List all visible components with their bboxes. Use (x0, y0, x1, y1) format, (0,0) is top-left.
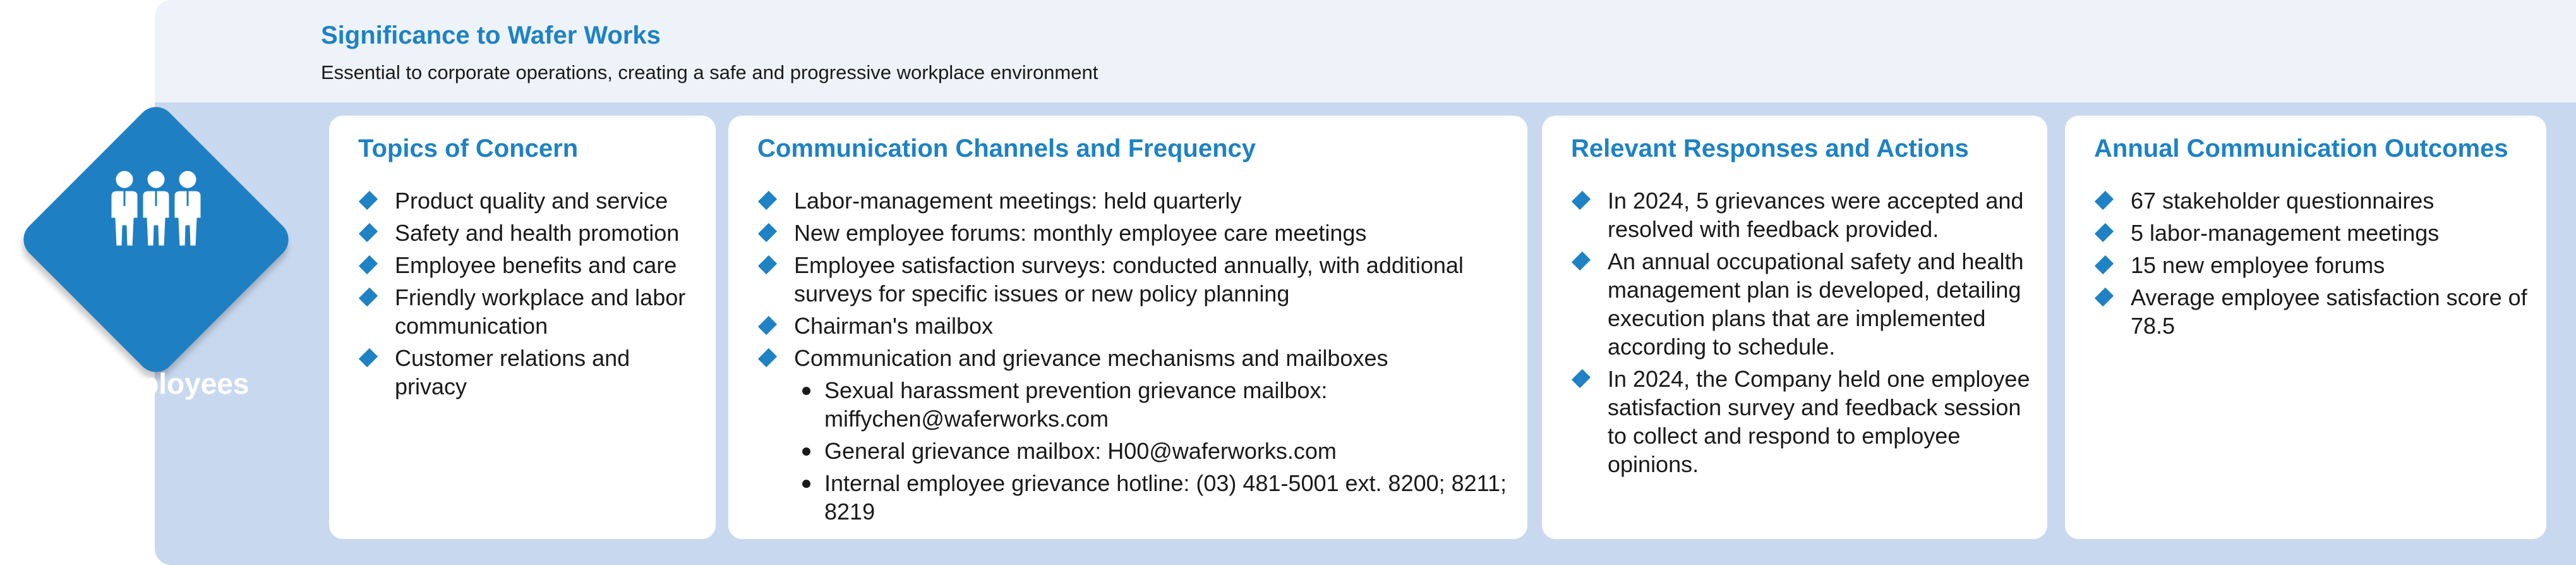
employees-group-icon (108, 168, 204, 248)
list-item: 15 new employee forums (2094, 251, 2531, 279)
responses-list (1571, 186, 2032, 482)
list-item: Labor-management meetings: held quarterly (757, 186, 1512, 215)
outcomes-title: Annual Communication Outcomes (2094, 135, 2508, 162)
list-item: 5 labor-management meetings (2094, 219, 2531, 247)
dot-bullet-icon (802, 480, 810, 488)
diamond-bullet-icon (758, 223, 777, 242)
responses-title: Relevant Responses and Actions (1571, 135, 1969, 162)
grievance-mailbox-list (794, 376, 1512, 526)
list-item: In 2024, 5 grievances were accepted and resolved with feedback provided. (1571, 186, 2032, 243)
significance-title: Significance to Wafer Works (321, 21, 661, 49)
outcomes-list (2094, 186, 2531, 344)
diamond-bullet-icon (758, 348, 777, 367)
sub-list-item: Internal employee grievance hotline: (03) 481-5001 ext. 8200; 8211; 8219 (794, 469, 1512, 526)
outcomes-card (2065, 116, 2546, 539)
diamond-bullet-icon (1572, 369, 1591, 388)
diamond-bullet-icon (2095, 191, 2114, 210)
stakeholder-label: Employees (95, 367, 250, 400)
list-item: New employee forums: monthly employee care meetings (757, 219, 1512, 247)
diamond-bullet-icon (758, 191, 777, 210)
diamond-bullet-icon (758, 255, 777, 274)
stakeholder-badge (16, 100, 296, 400)
diamond-bullet-icon (359, 348, 378, 367)
channels-title: Communication Channels and Frequency (757, 135, 1256, 162)
sub-list-item: Sexual harassment prevention grievance mailbox: miffychen@waferworks.com (794, 376, 1512, 433)
diamond-bullet-icon (359, 255, 378, 274)
channels-list (757, 186, 1512, 530)
diamond-bullet-icon (2095, 255, 2114, 274)
list-item: Employee satisfaction surveys: conducted annually, with additional surveys for specific issues or new policy planning (757, 251, 1512, 308)
list-item: In 2024, the Company held one employee satisfaction survey and feedback session to collect and respond to employee opinions. (1571, 365, 2032, 478)
diamond-bullet-icon (1572, 252, 1591, 270)
responses-card (1542, 116, 2047, 539)
diamond-bullet-icon (2095, 288, 2114, 307)
significance-band (155, 0, 2576, 102)
list-item: Chairman's mailbox (757, 312, 1512, 340)
list-item: Product quality and service (358, 186, 701, 215)
list-item: Communication and grievance mechanisms and mailboxes Sexual harassment prevention grievance mailbox: miffychen@waferworks.com General grievance mailbox: H00@waferworks.com Internal employee grievance hotline: (03) 481-5001 ext. 8200; 8211; 8219 (757, 344, 1512, 526)
list-item: Average employee satisfaction score of 78.5 (2094, 283, 2531, 340)
list-item: Safety and health promotion (358, 219, 701, 247)
diamond-bullet-icon (2095, 223, 2114, 242)
significance-text: Essential to corporate operations, creating a safe and progressive workplace environment (321, 61, 1098, 83)
channels-card (728, 116, 1527, 539)
diamond-bullet-icon (359, 288, 378, 307)
list-item: Customer relations and privacy (358, 344, 701, 401)
dot-bullet-icon (802, 387, 810, 395)
list-item: Friendly workplace and labor communication (358, 283, 701, 340)
list-item: 67 stakeholder questionnaires (2094, 186, 2531, 215)
topics-title: Topics of Concern (358, 135, 579, 162)
list-item: An annual occupational safety and health management plan is developed, detailing execution plans that are implemented according to schedule. (1571, 247, 2032, 361)
list-item: Employee benefits and care (358, 251, 701, 279)
sub-list-item: General grievance mailbox: H00@waferworks.com (794, 437, 1512, 465)
topics-list (358, 186, 701, 404)
diamond-bullet-icon (758, 316, 777, 335)
dot-bullet-icon (802, 447, 810, 456)
diamond-bullet-icon (359, 191, 378, 210)
diamond-bullet-icon (1572, 191, 1591, 210)
topics-card (329, 116, 716, 539)
diamond-bullet-icon (359, 223, 378, 242)
